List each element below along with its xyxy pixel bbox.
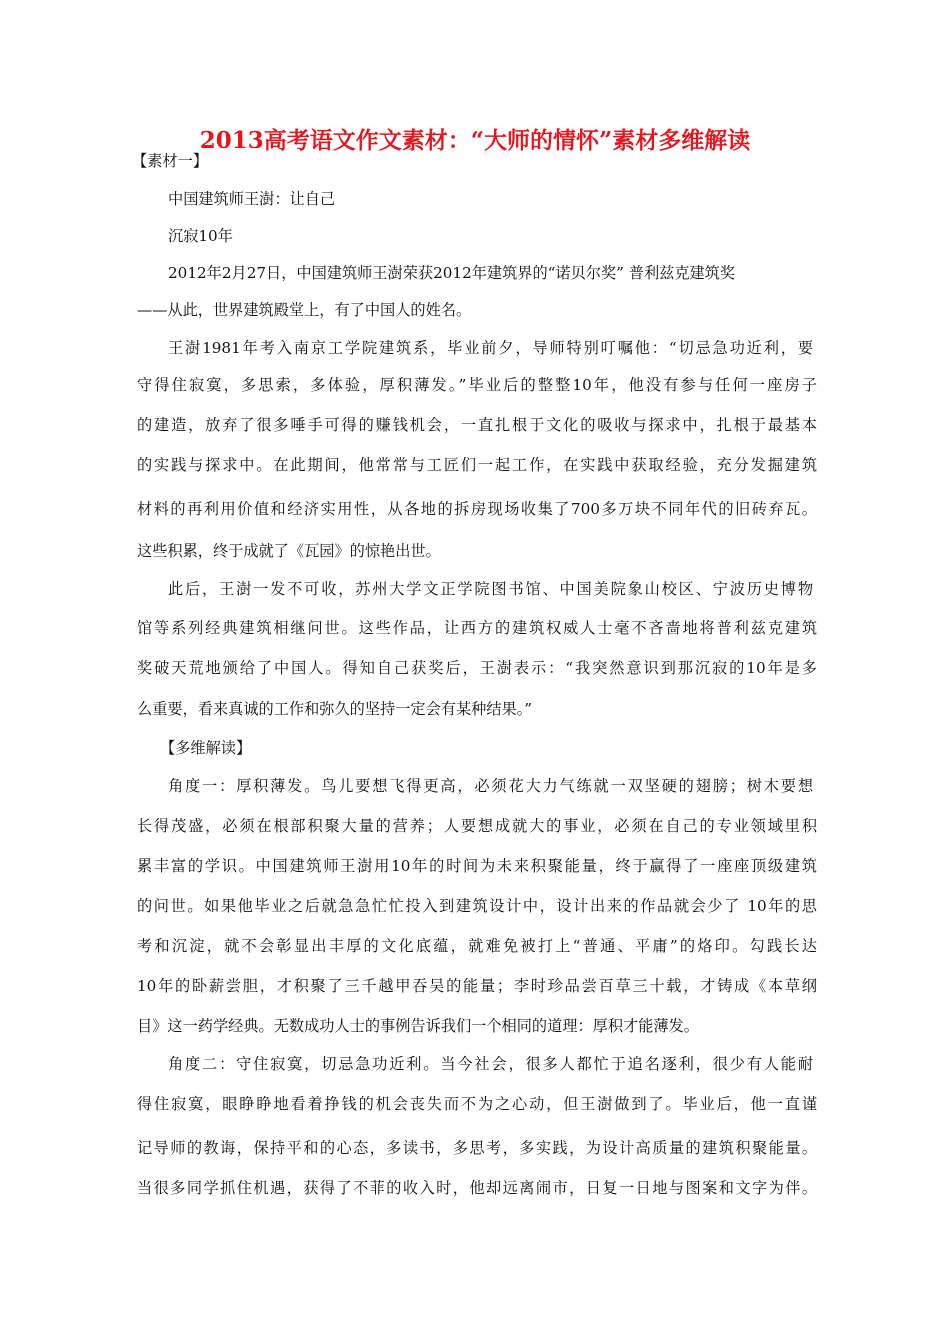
paragraph-line: 目》这一药学经典。无数成功人士的事例告诉我们一个相同的道理：厚积才能薄发。 [137, 1017, 699, 1035]
paragraph-line: 得住寂寞，眼睁睁地看着挣钱的机会丧失而不为之心动，但王澍做到了。毕业后，他一直谨 [137, 1095, 817, 1113]
paragraph-line: 累丰富的学识。中国建筑师王澍用10年的时间为未来积聚能量，终于赢得了一座座顶级建筑 [137, 857, 817, 875]
paragraph-line: 10年的卧薪尝胆，才积聚了三千越甲吞吴的能量；李时珍品尝百草三十载，才铸成《本草纲 [137, 977, 817, 995]
paragraph-line: 长得茂盛，必须在根部积聚大量的营养；人要想成就大的事业，必须在自己的专业领域里积 [137, 817, 817, 835]
paragraph-line: 考和沉淀，就不会彰显出丰厚的文化底蕴，就难免被打上“普通、平庸”的烙印。勾践长达 [137, 937, 817, 955]
paragraph-line: 奖破天荒地颁给了中国人。得知自己获奖后，王澍表示：“我突然意识到那沉寂的10年是多 [137, 659, 817, 677]
paragraph-line: 馆等系列经典建筑相继问世。这些作品，让西方的建筑权威人士毫不吝啬地将普利兹克建筑 [137, 619, 817, 637]
paragraph-line: 守得住寂寞，多思索，多体验，厚积薄发。”毕业后的整整10年，他没有参与任何一座房子 [137, 376, 817, 394]
paragraph-line: ——从此，世界建筑殿堂上，有了中国人的姓名。 [137, 301, 472, 319]
paragraph-line: 记导师的教诲，保持平和的心态，多读书，多思考，多实践，为设计高质量的建筑积聚能量。 [137, 1139, 817, 1157]
section-heading-material-one: 【素材一】 [132, 152, 208, 170]
paragraph-line: 角度一：厚积薄发。鸟儿要想飞得更高，必须花大力气练就一双坚硬的翅膀；树木要想 [168, 777, 813, 795]
paragraph-line: 沉寂10年 [168, 227, 233, 245]
section-heading-interpretation: 【多维解读】 [160, 739, 252, 757]
paragraph-line: 当很多同学抓住机遇，获得了不菲的收入时，他却远离闹市，日复一日地与图案和文字为伴。 [137, 1179, 817, 1197]
paragraph-line: 这些积累，终于成就了《瓦园》的惊艳出世。 [137, 542, 441, 560]
paragraph-line: 中国建筑师王澍：让自己 [168, 190, 336, 208]
document-title: 2013高考语文作文素材：“大师的情怀”素材多维解读 [199, 127, 751, 154]
paragraph-line: 材料的再利用价值和经济实用性，从各地的拆房现场收集了700多万块不同年代的旧砖弃瓦。 [137, 500, 817, 518]
paragraph-line: 2012年2月27日，中国建筑师王澍荣获2012年建筑界的“诺贝尔奖” 普利兹克建筑奖 [168, 264, 736, 282]
paragraph-line: 王澍1981年考入南京工学院建筑系，毕业前夕，导师特别叮嘱他：“切忌急功近利，要 [168, 339, 813, 357]
paragraph-line: 此后，王澍一发不可收，苏州大学文正学院图书馆、中国美院象山校区、宁波历史博物 [168, 580, 813, 598]
paragraph-line: 角度二：守住寂寞，切忌急功近利。当今社会，很多人都忙于追名逐利，很少有人能耐 [168, 1055, 813, 1073]
paragraph-line: 的建造，放弃了很多唾手可得的赚钱机会，一直扎根于文化的吸收与探求中，扎根于最基本 [137, 416, 817, 434]
paragraph-line: 的实践与探求中。在此期间，他常常与工匠们一起工作，在实践中获取经验，充分发掘建筑 [137, 456, 817, 474]
paragraph-line: 的问世。如果他毕业之后就急急忙忙投入到建筑设计中，设计出来的作品就会少了 10年的思 [137, 897, 817, 915]
paragraph-line: 么重要，看来真诚的工作和弥久的坚持一定会有某种结果。” [137, 700, 533, 718]
